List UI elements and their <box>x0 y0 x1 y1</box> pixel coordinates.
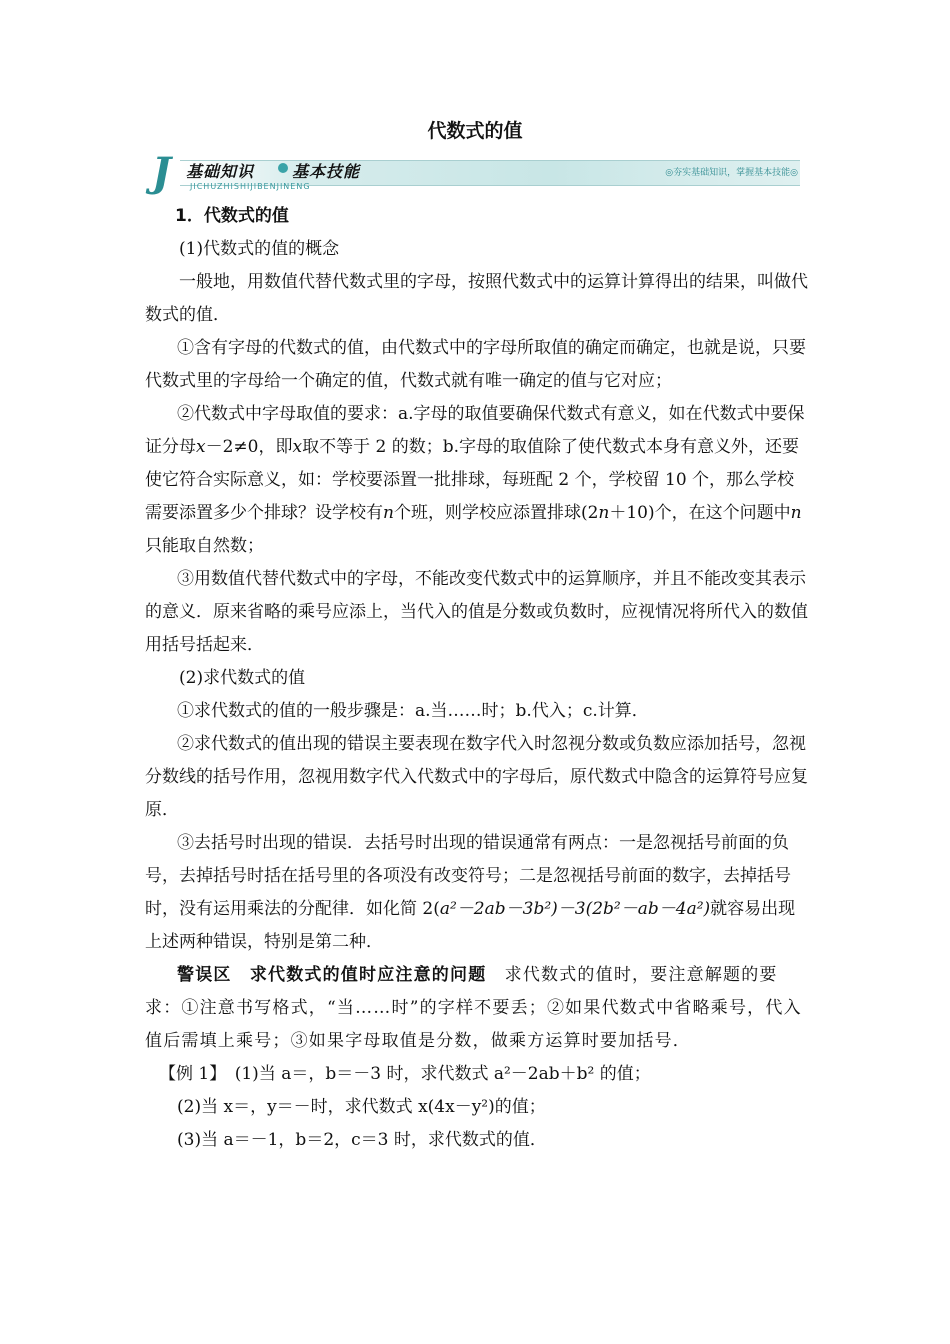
warning-box <box>145 959 810 1058</box>
point-3: ③用数值代替代数式中的字母，不能改变代数式中的运算顺序，并且不能改变其表示的意义．原来省略的乘号应添上，当代入的值是分数或负数时，应视情况将所代入的数值用括号括起来． <box>145 569 808 655</box>
example-1-q2: (2)当 x＝，y＝－时，求代数式 x(4x－y²)的值； <box>177 1097 546 1117</box>
warning-body: 求代数式的值时，要注意解题的要求：①注意书写格式，“当……时”的字样不要丢；②如果代数式中省略乘号，代入值后需填上乘号；③如果字母取值是分数，做乘方运算时要加括号． <box>145 965 802 1051</box>
step-2: ②求代数式的值出现的错误主要表现在数字代入时忽视分数或负数应添加括号，忽视分数线的括号作用，忽视用数字代入代数式中的字母后，原代数式中隐含的运算符号应复原． <box>145 734 808 820</box>
definition-paragraph: 一般地，用数值代替代数式里的字母，按照代数式中的运算计算得出的结果，叫做代数式的值． <box>145 272 808 325</box>
banner-dot-icon <box>278 163 288 173</box>
step-1: ①求代数式的值的一般步骤是：a.当……时；b.代入；c.计算． <box>177 701 649 721</box>
point-1: ①含有字母的代数式的值，由代数式中的字母所取值的确定而确定，也就是说，只要代数式里的字母给一个确定的值，代数式就有唯一确定的值与它对应； <box>145 338 806 391</box>
banner-logo-icon: J <box>152 149 171 196</box>
section-banner <box>152 149 802 196</box>
content <box>145 200 810 1157</box>
banner-label-basic-knowledge: 基础知识 <box>186 162 255 181</box>
example-1-q3: (3)当 a＝－1，b＝2，c＝3 时，求代数式的值． <box>177 1130 547 1150</box>
example-1-q1: 【例 1】 (1)当 a＝，b＝－3 时，求代数式 a²－2ab＋b² 的值； <box>159 1064 651 1084</box>
banner-pinyin: JICHUZHISHIJIBENJINENG <box>190 182 311 191</box>
point-2: ②代数式中字母取值的要求：a.字母的取值要确保代数式有意义，如在代数式中要保证分母x－2≠0，即x取不等于 2 的数；b.字母的取值除了使代数式本身有意义外，还要使它符合实际意义，如：学校要添置一批排球，每班配 2 个，学校留 10 个，那么学校需要添置多少个排球？设学校有n个班，则学校应添置排球(2n＋10)个，在这个问题中n只能取自然数； <box>145 404 805 556</box>
section-heading: 1．代数式的值 <box>175 206 289 226</box>
subsection-heading-1: (1)代数式的值的概念 <box>179 239 340 259</box>
warning-title: 求代数式的值时应注意的问题 <box>249 965 487 985</box>
step-3: ③去括号时出现的错误．去括号时出现的错误通常有两点：一是忽视括号前面的负号，去掉括号时括在括号里的各项没有改变符号；二是忽视括号前面的数字，去掉括号时，没有运用乘法的分配律．如化简 2(a²－2ab－3b²)－3(2b²－ab－4a²)就容易出现上述两种错误，特别是第二种． <box>145 833 796 952</box>
banner-motto: ◎夯实基础知识，掌握基本技能◎ <box>665 168 798 178</box>
banner-label-basic-skills: 基本技能 <box>292 162 361 181</box>
warning-label: 警误区 <box>177 965 232 985</box>
page-title: 代数式的值 <box>427 120 523 142</box>
subsection-heading-2: (2)求代数式的值 <box>179 668 306 688</box>
example-label: 【例 1】 <box>159 1064 218 1084</box>
